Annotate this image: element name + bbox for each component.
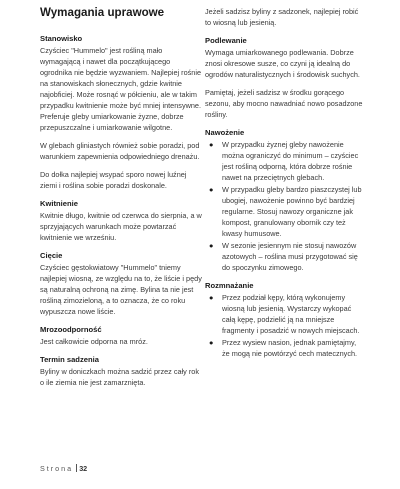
list-item: ● W sezonie jesiennym nie stosuj nawozów azotowych – roślina musi przygotować się do spoczynku zimowego. xyxy=(209,241,358,272)
paragraph-podlewanie-1: Wymaga umiarkowanego podlewania. Dobrze znosi okresowe susze, co czyni ją idealną do ogrodów naturalistycznych i środowisk suchych. xyxy=(205,48,360,79)
list-item: ● Przez podział kępy, którą wykonujemy wiosną lub jesienią. Wystarczy wykopać całą kępę, podzielić ją na mniejsze fragmenty i posadzić w nowych miejscach. xyxy=(209,293,360,335)
heading-nawozenie: Nawożenie xyxy=(205,128,245,137)
heading-termin-sadzenia: Termin sadzenia xyxy=(40,355,99,364)
page-number: 32 xyxy=(79,464,88,473)
list-rozmnazanie xyxy=(205,292,365,359)
paragraph-podlewanie-2: Pamiętaj, jeżeli sadzisz w środku gorącego sezonu, aby mocno nawadniać nowo posadzone rośliny. xyxy=(205,88,363,119)
list-item: ● W przypadku żyznej gleby nawożenie można ograniczyć do minimum – czyściec jest rośliną odporną, która dobrze rośnie nawet na przeciętnych glebach. xyxy=(209,140,359,182)
paragraph-stanowisko-2: W glebach gliniastych również sobie poradzi, pod warunkiem zapewnienia odpowiedniego drenażu. xyxy=(40,141,200,161)
bullet-icon: ● xyxy=(209,241,214,250)
bullet-icon: ● xyxy=(209,293,214,302)
paragraph-termin-sadzenia: Byliny w doniczkach można sadzić przez cały rok o ile ziemia nie jest zamarznięta. xyxy=(40,367,199,387)
bullet-icon: ● xyxy=(209,185,214,194)
heading-kwitnienie: Kwitnienie xyxy=(40,199,78,208)
list-nawozenie xyxy=(205,139,365,273)
divider xyxy=(76,464,77,472)
heading-podlewanie: Podlewanie xyxy=(205,36,247,45)
paragraph-intro: Jeżeli sadzisz byliny z sadzonek, najlepiej robić to wiosną lub jesienią. xyxy=(205,7,359,27)
paragraph-stanowisko-3: Do dołka najlepiej wsypać sporo nowej luźnej ziemi i roślina sobie poradzi doskonale. xyxy=(40,170,187,190)
bullet-icon: ● xyxy=(209,338,214,347)
heading-mrozoodpornosc: Mrozoodporność xyxy=(40,325,102,334)
left-column xyxy=(40,6,204,395)
list-item: ● W przypadku gleby bardzo piaszczystej lub ubogiej, nawożenie powinno być bardziej regularne. Stosuj nawozy organiczne jak kompost, granulowany obornik czy też kwasy humusowe. xyxy=(209,185,362,238)
section-title: Wymagania uprawowe xyxy=(40,6,165,19)
heading-stanowisko: Stanowisko xyxy=(40,34,83,43)
paragraph-ciecie: Czyściec gęstokwiatowy "Hummelo" tniemy najlepiej wiosną, ze względu na to, że liście i pędy są naturalną ochroną na zimę. Bylina ta nie jest rośliną zimozieloną, a to oznacza, że co roku wypuszcza nowe liście. xyxy=(40,263,202,316)
heading-rozmnazanie: Rozmnażanie xyxy=(205,281,254,290)
page-footer xyxy=(40,464,87,474)
list-item: ● Przez wysiew nasion, jednak pamiętajmy, że mogą nie powtórzyć cech matecznych. xyxy=(209,338,358,358)
heading-ciecie: Cięcie xyxy=(40,251,63,260)
paragraph-kwitnienie: Kwitnie długo, kwitnie od czerwca do sierpnia, a w sprzyjających warunkach może powtarzać kwitnienie we wrześniu. xyxy=(40,211,202,242)
paragraph-stanowisko-1: Czyściec "Hummelo" jest rośliną mało wymagającą i nawet dla początkującego ogrodnika nie będzie wyzwaniem. Najlepiej rośnie na stanowiskach słonecznych, gdzie kwitnie najobficiej. Może rosnąć w półcieniu, ale w takim przypadku kwitnienie może być mniej intensywne. Preferuje gleby umiarkowanie żyzne, dobrze przepuszczalne i umiarkowanie wilgotne. xyxy=(40,46,202,132)
right-column xyxy=(205,6,365,366)
paragraph-mrozoodpornosc: Jest całkowicie odporna na mróz. xyxy=(40,337,148,346)
bullet-icon: ● xyxy=(209,140,214,149)
page-label: Strona xyxy=(40,464,74,473)
